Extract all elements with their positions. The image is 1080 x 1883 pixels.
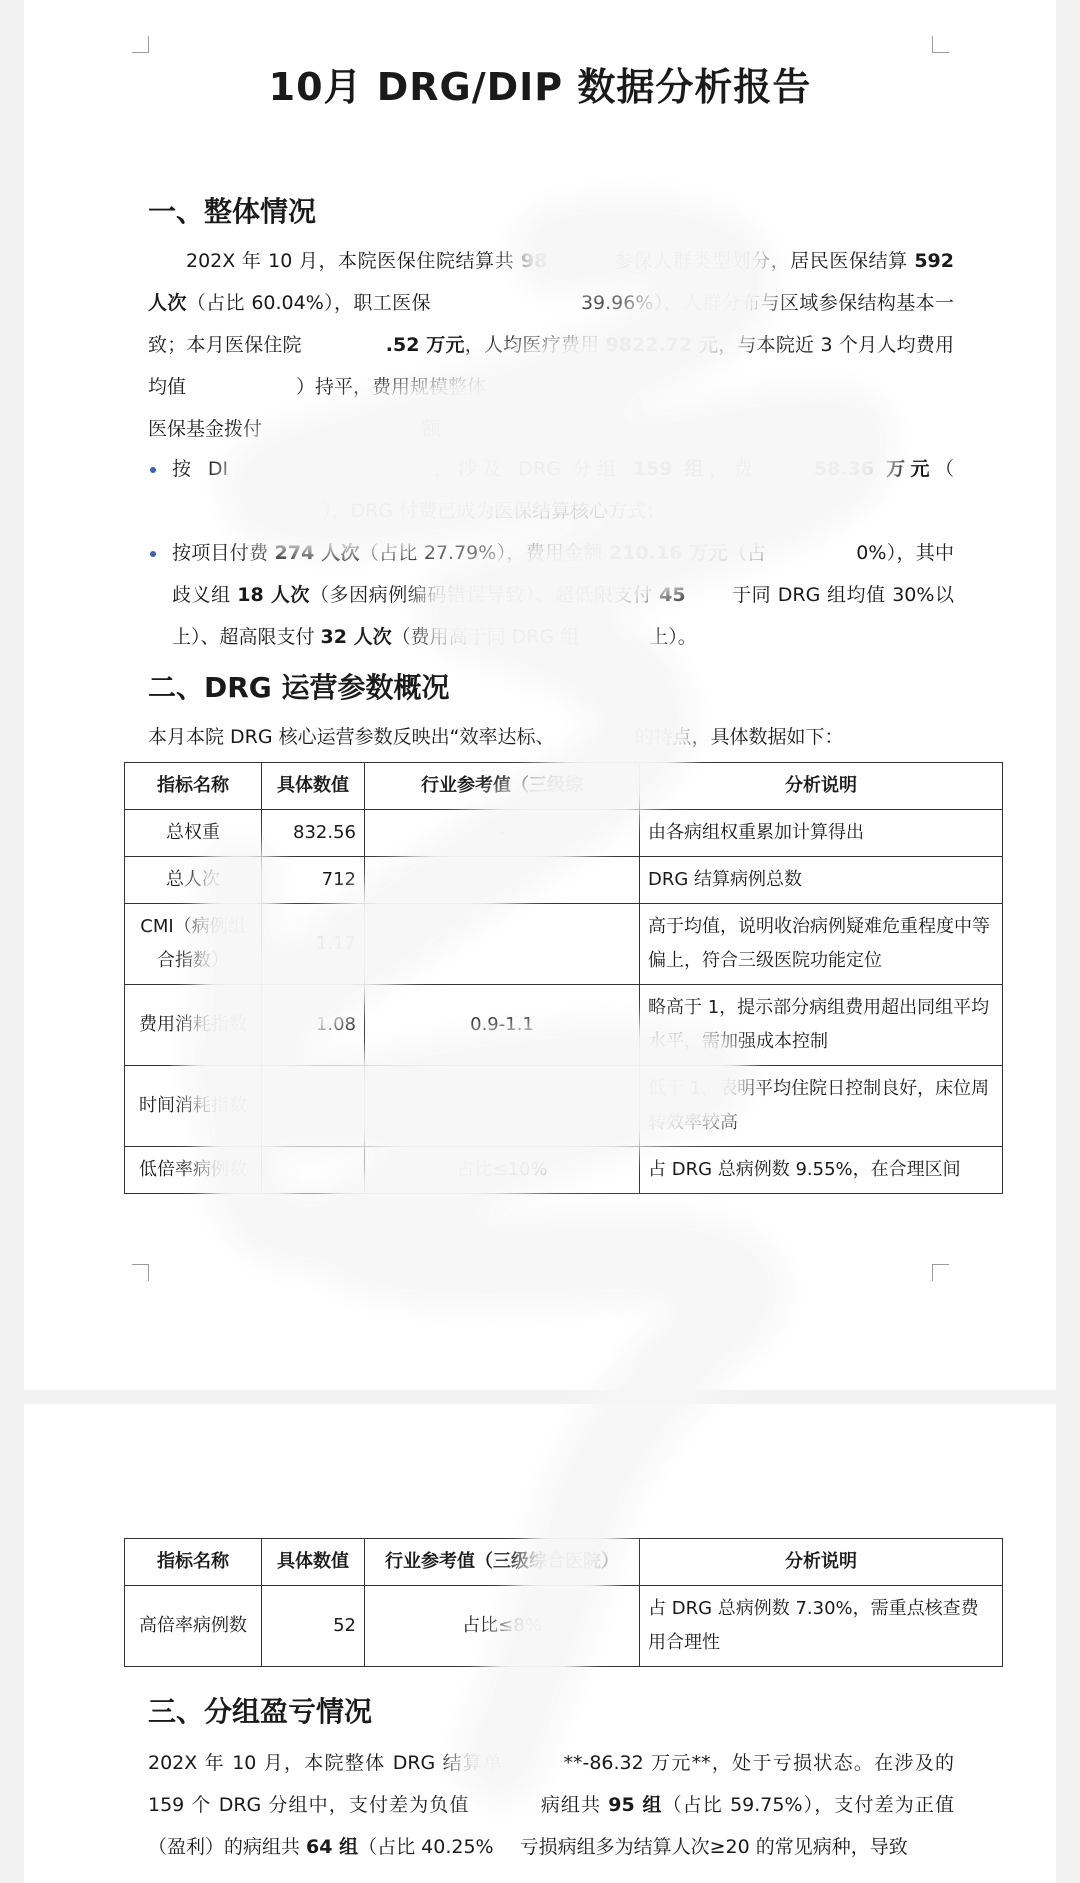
section1-bullet-list [148,448,954,658]
table-cell: 总权重 [125,810,262,857]
table-header-cell: 行业参考值（三级综 [365,763,640,810]
table-cell: 占 DRG 总病例数 7.30%，需重点核查费用合理性 [640,1586,1003,1667]
table-cell: 由各病组权重累加计算得出 [640,810,1003,857]
margin-mark-bottom-right [932,1264,949,1281]
table-cell: 总人次 [125,857,262,904]
table-row [125,810,1003,857]
table-header-cell: 分析说明 [640,763,1003,810]
table-cell [365,857,640,904]
section3-paragraph: 202X 年 10 月，本院整体 DRG 结算单 **-86.32 万元**，处于亏损状态。在涉及的 159 个 DRG 分组中，支付差为负值 病组共 95 组（占比 59.75%），支付差为正值（盈利）的病组共 64 组（占比 40.25% 亏损病组多为结算人次≥20 的常见病种，导致 [148,1752,955,1858]
bullet-item-payment: 按项目付费 274 人次（占比 27.79%），费用金额 210.16 万元（占 0%），其中歧义组 18 人次（多因病例编码错误导致）、超低限支付 45 于同 DRG 组均值 30%以上）、超高限支付 32 人次（费用高于同 DRG 组 上）。 [148,532,954,658]
section1-heading: 一、整体情况 [148,195,317,228]
table-cell: 时间消耗指数 [125,1066,262,1147]
drg-parameters-table-continued [124,1538,1003,1667]
table-cell: 略高于 1，提示部分病组费用超出同组平均水平，需加强成本控制 [640,985,1003,1066]
table-header-cell: 具体数值 [262,763,365,810]
table-cell: 占 DRG 总病例数 9.55%，在合理区间 [640,1147,1003,1194]
drg-parameters-table [124,762,1003,1194]
table-row [125,857,1003,904]
table-header-cell: 指标名称 [125,1539,262,1586]
table-cell [262,1066,365,1147]
table-row [125,904,1003,985]
table-cell [365,904,640,985]
table-row [125,1586,1003,1667]
table-cell [365,1066,640,1147]
table-cell: DRG 结算病例总数 [640,857,1003,904]
table-cell: 高倍率病例数 [125,1586,262,1667]
document-page-2 [24,1404,1056,1883]
table-header-cell: 指标名称 [125,763,262,810]
table-cell: 低于 1，表明平均住院日控制良好，床位周转效率较高 [640,1066,1003,1147]
table-cell: - [365,810,640,857]
table-cell: 占比≤8% [365,1586,640,1667]
table-cell: 1.17 [262,904,365,985]
section1-paragraph: 202X 年 10 月，本院医保住院结算共 98 参保人群类型划分，居民医保结算 592 人次（占比 60.04%），职工医保 39.96%），人群分布与区域参保结构基本一致；本月医保住院 .52 万元，人均医疗费用 9822.72 元，与本院近 3 个月人均费用均值 ）持平，费用规模整体 医保基金拨付 额 [148,250,955,440]
section2-heading: 二、DRG 运营参数概况 [148,671,450,704]
document-title: 10月 DRG/DIP 数据分析报告 [268,65,812,109]
table-cell: 0.9-1.1 [365,985,640,1066]
margin-mark-top-right [932,36,949,53]
table-cell: 占比≤10% [365,1147,640,1194]
table-cell: 712 [262,857,365,904]
table-cell: 1.08 [262,985,365,1066]
table-cell [262,1147,365,1194]
table-header-cell: 行业参考值（三级综合医院） [365,1539,640,1586]
table-cell: 低倍率病例数 [125,1147,262,1194]
table-row [125,985,1003,1066]
table-header-cell: 分析说明 [640,1539,1003,1586]
table-cell: CMI（病例组合指数） [125,904,262,985]
section2-intro: 本月本院 DRG 核心运营参数反映出“效率达标、 的特点，具体数据如下： [148,726,844,748]
margin-mark-top-left [132,36,149,53]
document-page-1 [24,0,1056,1390]
table-header-cell: 具体数值 [262,1539,365,1586]
table-header-row [125,1539,1003,1586]
table-row [125,1066,1003,1147]
table-cell: 52 [262,1586,365,1667]
table-cell: 费用消耗指数 [125,985,262,1066]
bullet-drg-payment: 按 DI ，涉及 DRG 分组 159 组，费 58.36 万元（），DRG 付费已成为医保结算核心方式； [148,448,954,532]
section3-heading: 三、分组盈亏情况 [148,1695,373,1728]
bullet-dot [150,551,156,557]
bullet-dot [150,467,156,473]
table-cell: 高于均值，说明收治病例疑难危重程度中等偏上，符合三级医院功能定位 [640,904,1003,985]
table-row [125,1147,1003,1194]
table-cell: 832.56 [262,810,365,857]
table-header-row [125,763,1003,810]
margin-mark-bottom-left [132,1264,149,1281]
